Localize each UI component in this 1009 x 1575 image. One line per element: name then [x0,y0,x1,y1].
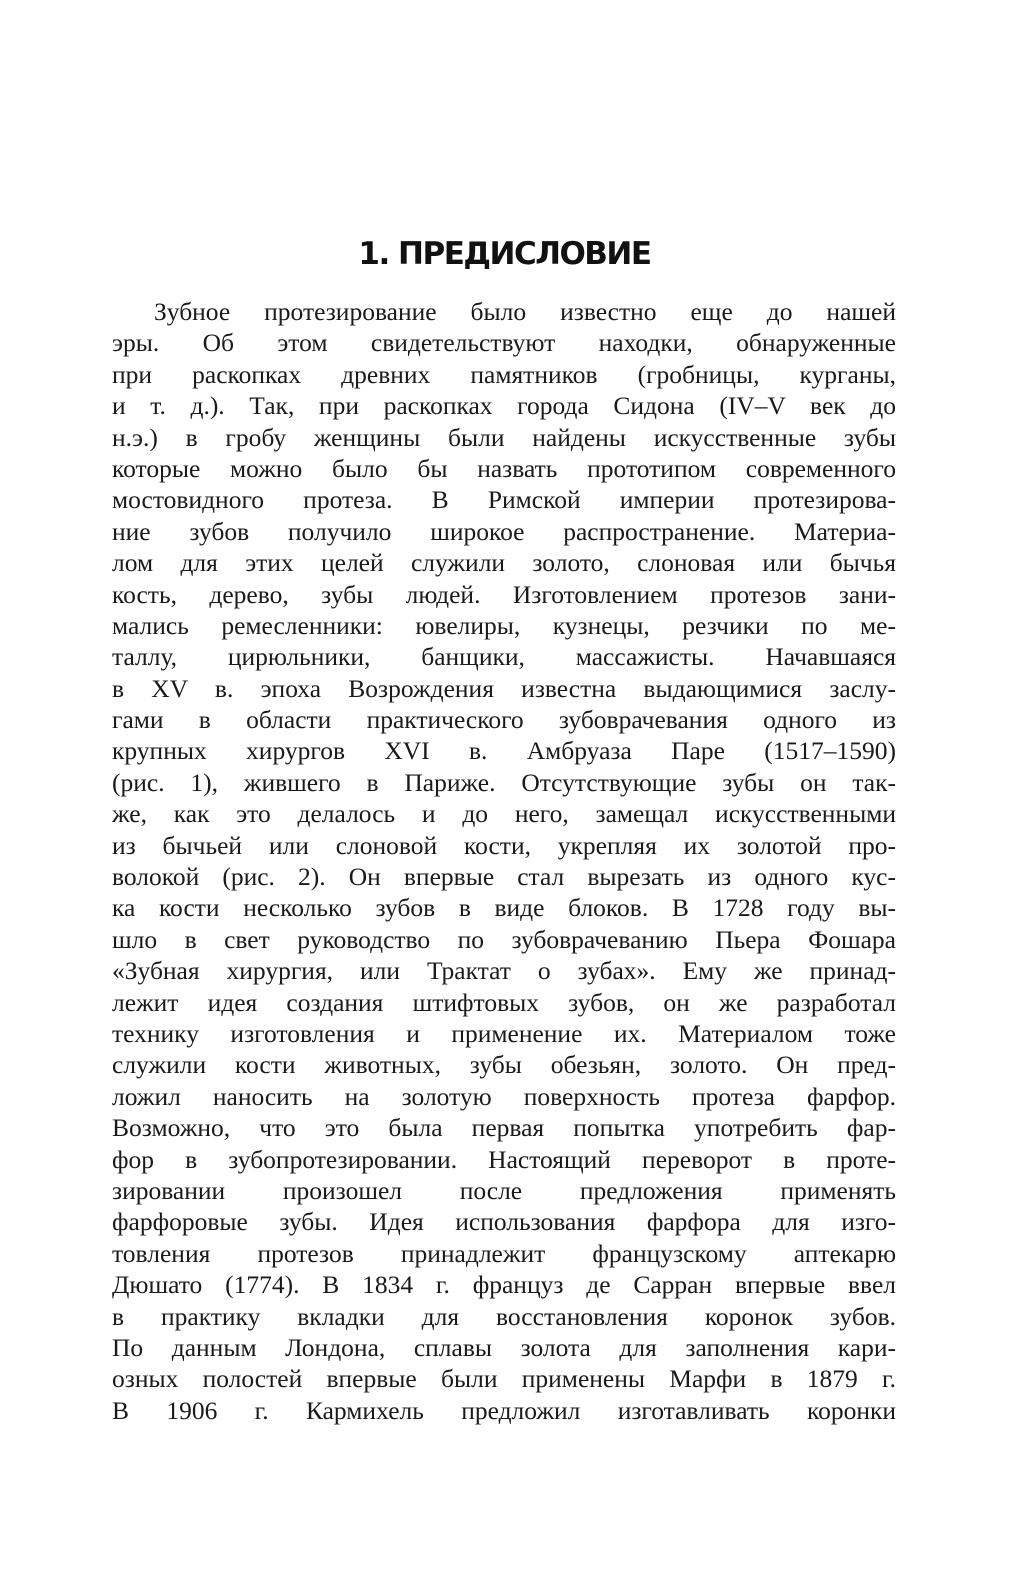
text-line: шло в свет руководство по зубоврачеванию Пьера Фошара [112,924,896,954]
text-line: при раскопках древних памятников (гробницы, курганы, [112,359,896,389]
text-line: технику изготовления и применение их. Материалом тоже [112,1018,896,1048]
text-line: В 1906 г. Кармихель предложил изготавливать коронки [112,1395,896,1425]
text-line: «Зубная хирургия, или Трактат о зубах». Ему же принад- [112,956,896,986]
text-line: крупных хирургов XVI в. Амбруаза Паре (1517–1590) [112,736,896,766]
text-line: озных полостей впервые были применены Марфи в 1879 г. [112,1364,896,1394]
text-line: лежит идея создания штифтовых зубов, он же разработал [112,987,896,1017]
chapter-heading: 1. ПРЕДИСЛОВИЕ [358,236,651,272]
text-line: эры. Об этом свидетельствуют находки, обнаруженные [112,328,896,358]
text-line: ка кости несколько зубов в виде блоков. В 1728 году вы- [112,893,896,923]
text-line: и т. д.). Так, при раскопках города Сидона (IV–V век до [112,391,896,421]
text-line: фор в зубопротезировании. Настоящий переворот в проте- [112,1144,896,1174]
text-line: таллу, цирюльники, банщики, массажисты. Начавшаяся [112,642,896,672]
text-line: же, как это делалось и до него, замещал искусственными [112,799,896,829]
text-line: Дюшато (1774). В 1834 г. француз де Сарран впервые ввел [112,1270,896,1300]
text-line: в практику вкладки для восстановления коронок зубов. [112,1301,896,1331]
text-line: фарфоровые зубы. Идея использования фарфора для изго- [112,1207,896,1237]
text-line: волокой (рис. 2). Он впервые стал вырезать из одного кус- [112,862,896,892]
text-line: зировании произошел после предложения применять [112,1175,896,1205]
text-line: мались ремесленники: ювелиры, кузнецы, резчики по ме- [112,610,896,640]
text-line: ложил наносить на золотую поверхность протеза фарфор. [112,1081,896,1111]
text-line: кость, дерево, зубы людей. Изготовлением протезов зани- [112,579,896,609]
text-line: По данным Лондона, сплавы золота для заполнения кари- [112,1332,896,1362]
body-paragraph [112,296,896,1426]
text-line: в XV в. эпоха Возрождения известна выдающимися заслу- [112,673,896,703]
text-line: Зубное протезирование было известно еще до нашей [154,297,896,326]
text-line: Возможно, что это была первая попытка употребить фар- [112,1113,896,1143]
text-line: из бычьей или слоновой кости, укрепляя их золотой про- [112,830,896,860]
text-line: служили кости животных, зубы обезьян, золото. Он пред- [112,1050,896,1080]
text-line: н.э.) в гробу женщины были найдены искусственные зубы [112,422,896,452]
text-line: мостовидного протеза. В Римской империи протезирова- [112,485,896,515]
text-line: (рис. 1), жившего в Париже. Отсутствующие зубы он так- [112,767,896,797]
text-line: товления протезов принадлежит французскому аптекарю [112,1238,896,1268]
text-line: которые можно было бы назвать прототипом современного [112,453,896,483]
text-line: ние зубов получило широкое распространение. Материа- [112,516,896,546]
text-line: гами в области практического зубоврачевания одного из [112,705,896,735]
text-line: лом для этих целей служили золото, слоновая или бычья [112,548,896,578]
